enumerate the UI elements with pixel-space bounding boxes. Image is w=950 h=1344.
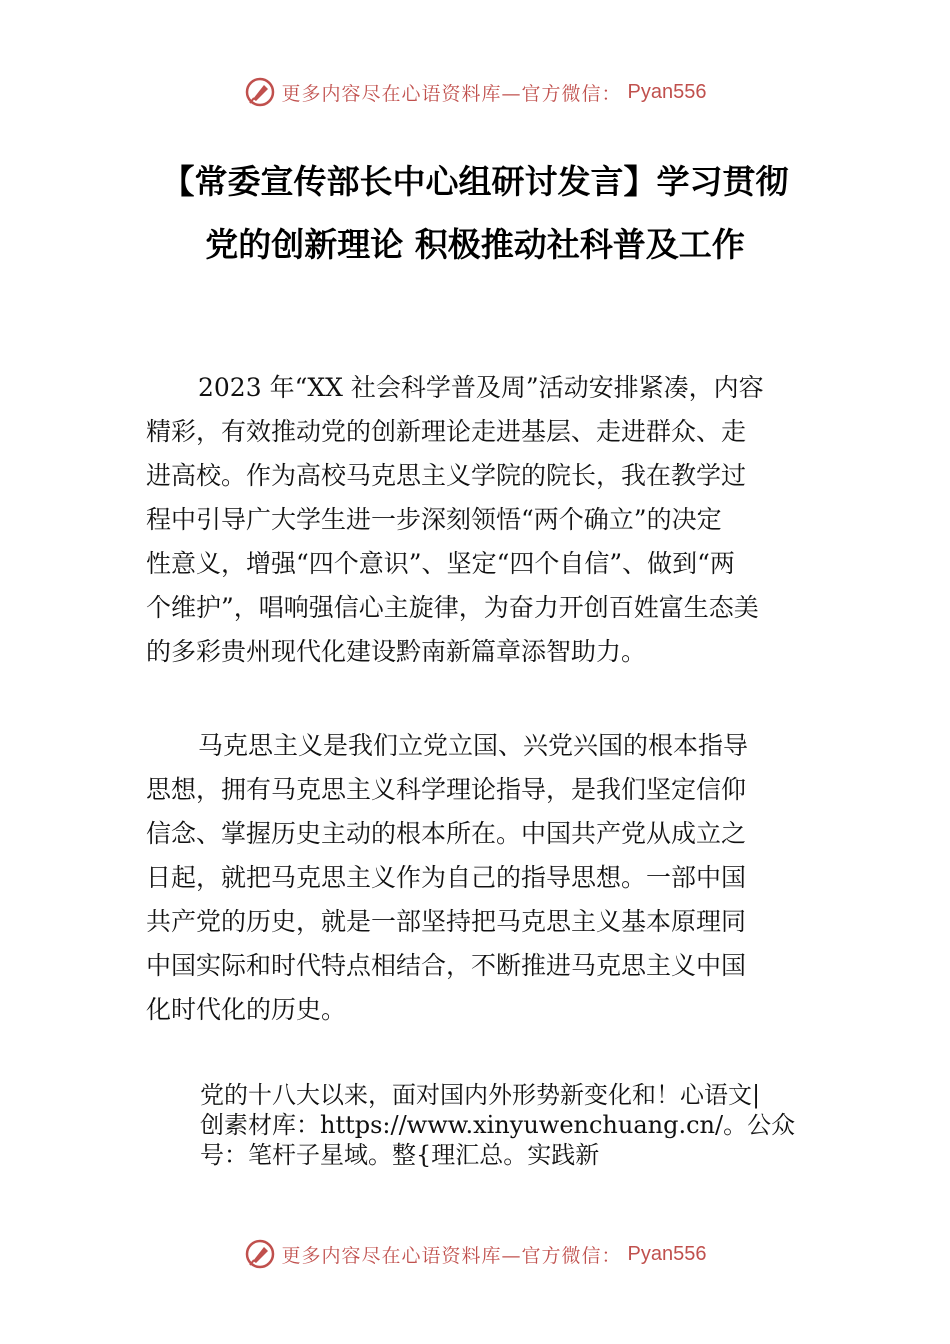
inserted-text-snippet — [200, 1080, 840, 1170]
watermark-wechat-id: Pyan556 — [627, 80, 707, 103]
pen-nib-circle-icon — [244, 76, 276, 108]
paragraph-line: 个维护”，唱响强信心主旋律，为奋力开创百姓富生态美 — [146, 593, 759, 622]
watermark-text: 更多内容尽在心语资料库—官方微信： — [281, 1244, 622, 1267]
paragraph-line: 马克思主义是我们立党立国、兴党兴国的根本指导 — [198, 731, 749, 760]
snippet-line: 号：笔杆子星域。整{理汇总。实践新 — [200, 1141, 600, 1169]
paragraph-line: 信念、掌握历史主动的根本所在。中国共产党从成立之 — [146, 819, 747, 848]
snippet-line: 创素材库：https://www.xinyuwenchuang.cn/。公众 — [200, 1111, 796, 1139]
paragraph-line: 进高校。作为高校马克思主义学院的院长，我在教学过 — [146, 461, 747, 490]
title-line: 【常委宣传部长中心组研讨发言】学习贯彻 — [161, 162, 789, 201]
body-paragraph — [146, 366, 810, 674]
paragraph-line: 2023 年“XX 社会科学普及周”活动安排紧凑，内容 — [198, 373, 764, 402]
footer-watermark — [0, 1234, 950, 1274]
watermark-wechat-id: Pyan556 — [627, 1242, 707, 1265]
paragraph-line: 精彩，有效推动党的创新理论走进基层、走进群众、走 — [146, 417, 747, 446]
paragraph-line: 化时代化的历史。 — [146, 995, 347, 1024]
snippet-line: 党的十八大以来，面对国内外形势新变化和！心语文| — [200, 1081, 761, 1109]
paragraph-line: 日起，就把马克思主义作为自己的指导思想。一部中国 — [146, 863, 747, 892]
paragraph-line: 共产党的历史，就是一部坚持把马克思主义基本原理同 — [146, 907, 747, 936]
pen-nib-circle-icon — [244, 1238, 276, 1270]
paragraph-line: 程中引导广大学生进一步深刻领悟“两个确立”的决定 — [146, 505, 722, 534]
paragraph-line: 的多彩贵州现代化建设黔南新篇章添智助力。 — [146, 637, 647, 666]
watermark-text: 更多内容尽在心语资料库—官方微信： — [281, 82, 622, 105]
document-title — [100, 150, 850, 276]
paragraph-line: 中国实际和时代特点相结合，不断推进马克思主义中国 — [146, 951, 747, 980]
paragraph-line: 思想，拥有马克思主义科学理论指导，是我们坚定信仰 — [146, 775, 747, 804]
header-watermark — [0, 72, 950, 112]
title-line: 党的创新理论 积极推动社科普及工作 — [205, 225, 745, 264]
paragraph-line: 性意义，增强“四个意识”、坚定“四个自信”、做到“两 — [146, 549, 735, 578]
body-paragraph — [146, 724, 810, 1032]
